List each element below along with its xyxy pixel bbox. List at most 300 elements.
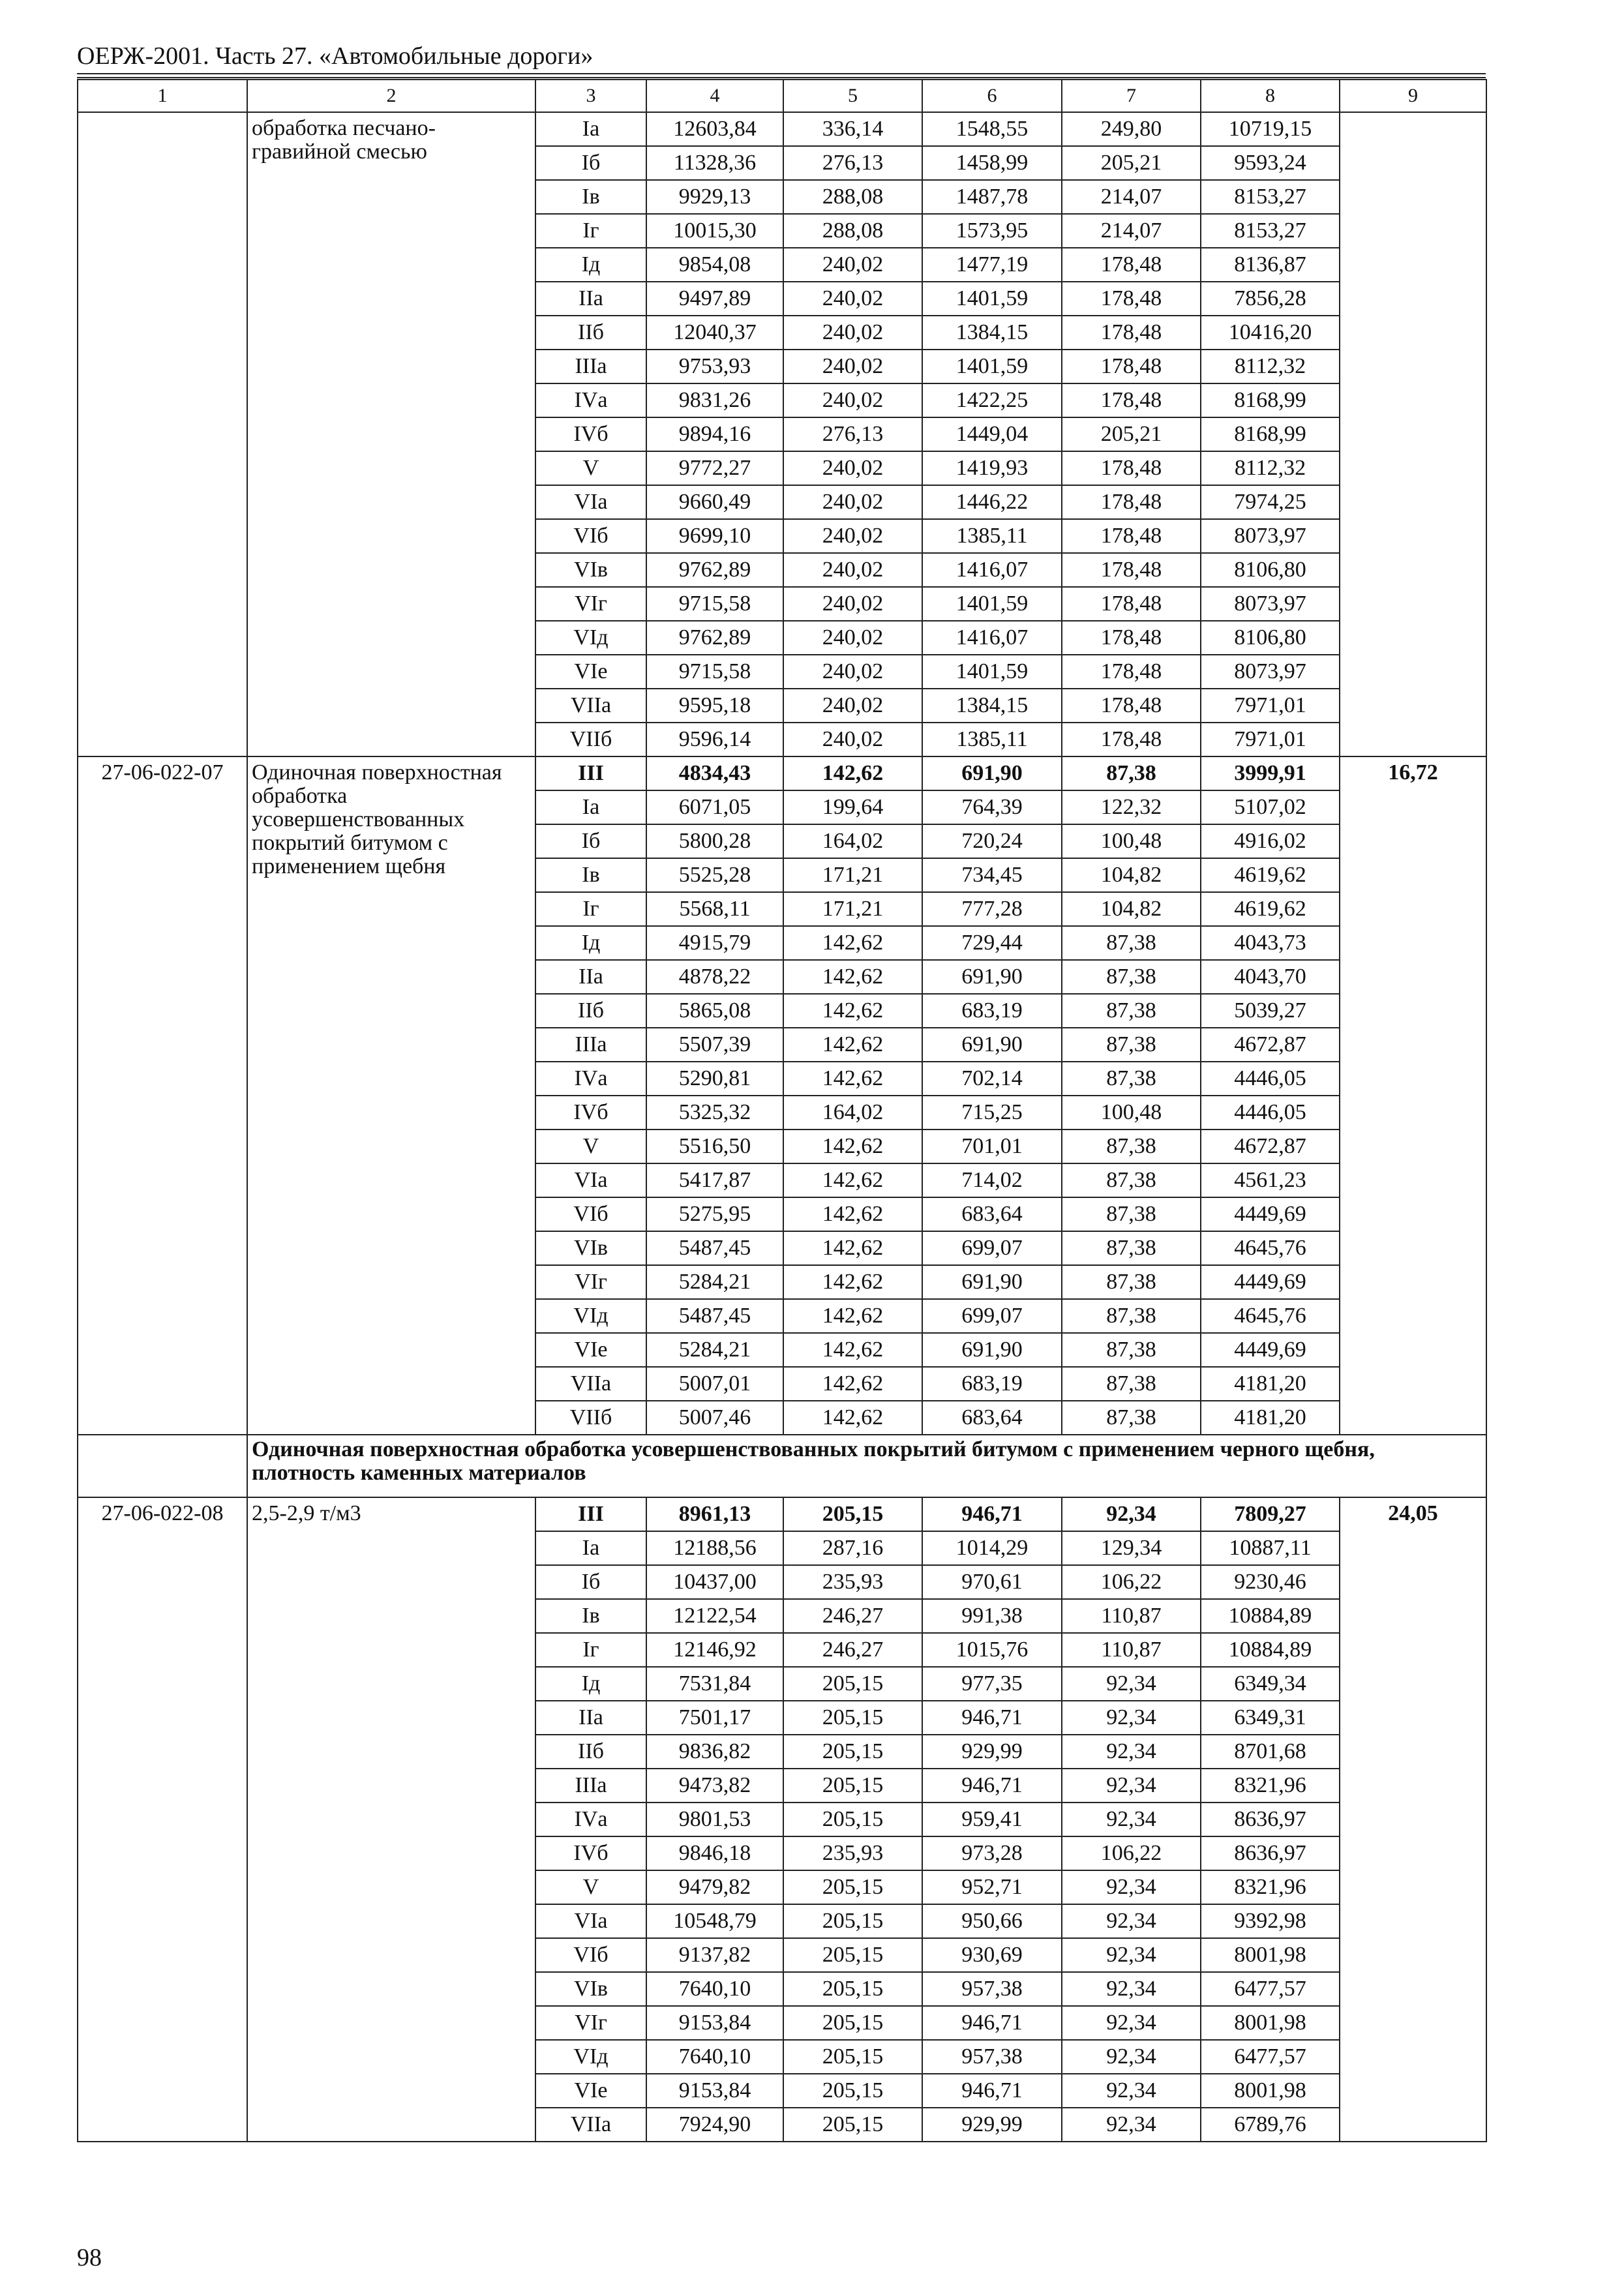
value-cell: 142,62 bbox=[783, 756, 922, 790]
value-cell: 1401,59 bbox=[922, 587, 1062, 621]
rate-code: 27-06-022-08 bbox=[78, 1497, 247, 2142]
zone-cell: Iг bbox=[535, 1633, 646, 1667]
value-cell: 92,34 bbox=[1062, 2040, 1201, 2074]
value-cell: 946,71 bbox=[922, 2074, 1062, 2108]
value-cell: 12040,37 bbox=[646, 316, 783, 350]
value-cell: 720,24 bbox=[922, 824, 1062, 858]
zone-cell: Iв bbox=[535, 858, 646, 892]
value-cell: 9497,89 bbox=[646, 282, 783, 316]
value-cell: 205,15 bbox=[783, 1972, 922, 2006]
value-cell: 729,44 bbox=[922, 926, 1062, 960]
value-cell: 87,38 bbox=[1062, 1130, 1201, 1163]
value-cell: 199,64 bbox=[783, 790, 922, 824]
value-cell: 87,38 bbox=[1062, 1401, 1201, 1435]
value-cell: 929,99 bbox=[922, 2108, 1062, 2142]
value-cell: 4878,22 bbox=[646, 960, 783, 994]
zone-cell: VIа bbox=[535, 485, 646, 519]
value-cell: 1416,07 bbox=[922, 553, 1062, 587]
zone-cell: VIд bbox=[535, 2040, 646, 2074]
value-cell: 87,38 bbox=[1062, 1333, 1201, 1367]
zone-cell: VIе bbox=[535, 1333, 646, 1367]
value-cell: 4645,76 bbox=[1201, 1299, 1340, 1333]
value-cell: 235,93 bbox=[783, 1565, 922, 1599]
rate-code bbox=[78, 112, 247, 756]
value-cell: 205,15 bbox=[783, 1938, 922, 1972]
work-description: обработка песчано-гравийной смесью bbox=[247, 112, 535, 756]
value-cell: 87,38 bbox=[1062, 1367, 1201, 1401]
page-number: 98 bbox=[77, 2244, 102, 2271]
zone-cell: Iг bbox=[535, 214, 646, 248]
value-cell: 178,48 bbox=[1062, 316, 1201, 350]
value-cell: 87,38 bbox=[1062, 1265, 1201, 1299]
value-cell: 240,02 bbox=[783, 282, 922, 316]
value-cell: 92,34 bbox=[1062, 2074, 1201, 2108]
value-cell: 1477,19 bbox=[922, 248, 1062, 282]
zone-cell: V bbox=[535, 1870, 646, 1904]
value-cell: 8168,99 bbox=[1201, 383, 1340, 417]
value-cell: 714,02 bbox=[922, 1163, 1062, 1197]
column-number: 3 bbox=[535, 80, 646, 112]
value-cell: 5487,45 bbox=[646, 1299, 783, 1333]
zone-cell: IVа bbox=[535, 1062, 646, 1096]
zone-cell: IIIа bbox=[535, 350, 646, 383]
value-cell: 205,15 bbox=[783, 1870, 922, 1904]
value-cell: 6477,57 bbox=[1201, 2040, 1340, 2074]
value-cell: 164,02 bbox=[783, 1096, 922, 1130]
zone-cell: VIб bbox=[535, 1197, 646, 1231]
value-cell: 10887,11 bbox=[1201, 1531, 1340, 1565]
value-cell: 9929,13 bbox=[646, 180, 783, 214]
zone-cell: Iд bbox=[535, 1667, 646, 1701]
zone-cell: VIIб bbox=[535, 1401, 646, 1435]
value-cell: 10548,79 bbox=[646, 1904, 783, 1938]
value-cell: 5039,27 bbox=[1201, 994, 1340, 1028]
value-cell: 4446,05 bbox=[1201, 1062, 1340, 1096]
value-cell: 178,48 bbox=[1062, 383, 1201, 417]
value-cell: 104,82 bbox=[1062, 858, 1201, 892]
zone-cell: VIб bbox=[535, 519, 646, 553]
value-cell: 1449,04 bbox=[922, 417, 1062, 451]
value-cell: 214,07 bbox=[1062, 180, 1201, 214]
value-cell: 8168,99 bbox=[1201, 417, 1340, 451]
value-cell: 691,90 bbox=[922, 756, 1062, 790]
value-cell: 9479,82 bbox=[646, 1870, 783, 1904]
value-cell: 1014,29 bbox=[922, 1531, 1062, 1565]
column-number: 6 bbox=[922, 80, 1062, 112]
value-cell: 205,15 bbox=[783, 1735, 922, 1769]
value-cell: 777,28 bbox=[922, 892, 1062, 926]
value-cell: 9473,82 bbox=[646, 1769, 783, 1803]
value-cell: 235,93 bbox=[783, 1836, 922, 1870]
value-cell: 9699,10 bbox=[646, 519, 783, 553]
value-cell: 1384,15 bbox=[922, 689, 1062, 723]
value-cell: 87,38 bbox=[1062, 1163, 1201, 1197]
value-cell: 691,90 bbox=[922, 960, 1062, 994]
value-cell: 702,14 bbox=[922, 1062, 1062, 1096]
value-cell: 9392,98 bbox=[1201, 1904, 1340, 1938]
value-cell: 106,22 bbox=[1062, 1836, 1201, 1870]
value-cell: 10437,00 bbox=[646, 1565, 783, 1599]
value-cell: 7501,17 bbox=[646, 1701, 783, 1735]
value-cell: 1015,76 bbox=[922, 1633, 1062, 1667]
value-cell: 8701,68 bbox=[1201, 1735, 1340, 1769]
value-cell: 205,15 bbox=[783, 1497, 922, 1531]
value-cell: 288,08 bbox=[783, 214, 922, 248]
zone-cell: VIIа bbox=[535, 2108, 646, 2142]
zone-cell: VIд bbox=[535, 621, 646, 655]
section-title: Одиночная поверхностная обработка усовершенствованных покрытий битумом с применением черного щебня, плотность каменных материалов bbox=[247, 1435, 1486, 1497]
value-cell: 205,15 bbox=[783, 1701, 922, 1735]
value-cell: 4449,69 bbox=[1201, 1265, 1340, 1299]
section-code-cell bbox=[78, 1435, 247, 1497]
value-cell: 957,38 bbox=[922, 1972, 1062, 2006]
work-description: 2,5-2,9 т/м3 bbox=[247, 1497, 535, 2142]
zone-cell: Iб bbox=[535, 146, 646, 180]
value-cell: 87,38 bbox=[1062, 1062, 1201, 1096]
value-cell: 1401,59 bbox=[922, 655, 1062, 689]
zone-cell: Iв bbox=[535, 1599, 646, 1633]
value-cell: 4619,62 bbox=[1201, 892, 1340, 926]
value-cell: 4561,23 bbox=[1201, 1163, 1340, 1197]
value-cell: 142,62 bbox=[783, 1062, 922, 1096]
value-cell: 9153,84 bbox=[646, 2006, 783, 2040]
zone-cell: IIIа bbox=[535, 1769, 646, 1803]
value-cell: 276,13 bbox=[783, 417, 922, 451]
value-cell: 8136,87 bbox=[1201, 248, 1340, 282]
value-cell: 10719,15 bbox=[1201, 112, 1340, 146]
value-cell: 4619,62 bbox=[1201, 858, 1340, 892]
value-cell: 8112,32 bbox=[1201, 350, 1340, 383]
value-cell: 691,90 bbox=[922, 1333, 1062, 1367]
value-cell: 106,22 bbox=[1062, 1565, 1201, 1599]
zone-cell: IIа bbox=[535, 282, 646, 316]
value-cell: 9595,18 bbox=[646, 689, 783, 723]
value-cell: 240,02 bbox=[783, 621, 922, 655]
column-number: 1 bbox=[78, 80, 247, 112]
value-cell: 5284,21 bbox=[646, 1265, 783, 1299]
value-cell: 1385,11 bbox=[922, 519, 1062, 553]
zone-cell: VIг bbox=[535, 1265, 646, 1299]
value-cell: 7640,10 bbox=[646, 1972, 783, 2006]
page-header: ОЕРЖ-2001. Часть 27. «Автомобильные дороги» bbox=[77, 42, 594, 70]
table-row bbox=[78, 1497, 1486, 1531]
value-cell: 164,02 bbox=[783, 824, 922, 858]
value-cell: 12122,54 bbox=[646, 1599, 783, 1633]
column-number: 5 bbox=[783, 80, 922, 112]
value-cell: 178,48 bbox=[1062, 485, 1201, 519]
value-cell: 6071,05 bbox=[646, 790, 783, 824]
zone-cell: VIа bbox=[535, 1163, 646, 1197]
column-number: 7 bbox=[1062, 80, 1201, 112]
zone-cell: Iб bbox=[535, 824, 646, 858]
value-cell: 5007,46 bbox=[646, 1401, 783, 1435]
value-cell: 1384,15 bbox=[922, 316, 1062, 350]
value-cell: 178,48 bbox=[1062, 248, 1201, 282]
value-cell: 957,38 bbox=[922, 2040, 1062, 2074]
zone-cell: IIа bbox=[535, 1701, 646, 1735]
value-cell: 240,02 bbox=[783, 689, 922, 723]
value-cell: 142,62 bbox=[783, 1299, 922, 1333]
rate-code: 27-06-022-07 bbox=[78, 756, 247, 1435]
value-cell: 10884,89 bbox=[1201, 1633, 1340, 1667]
value-cell: 92,34 bbox=[1062, 1769, 1201, 1803]
zone-cell: Iа bbox=[535, 790, 646, 824]
work-description: Одиночная поверхностная обработка усовершенствованных покрытий битумом с применением щебня bbox=[247, 756, 535, 1435]
value-cell: 8636,97 bbox=[1201, 1803, 1340, 1836]
value-cell: 6349,34 bbox=[1201, 1667, 1340, 1701]
value-cell: 9801,53 bbox=[646, 1803, 783, 1836]
header-rule bbox=[77, 73, 1486, 74]
value-cell: 946,71 bbox=[922, 2006, 1062, 2040]
value-cell: 92,34 bbox=[1062, 2006, 1201, 2040]
value-cell: 287,16 bbox=[783, 1531, 922, 1565]
value-cell: 946,71 bbox=[922, 1769, 1062, 1803]
value-cell: 240,02 bbox=[783, 519, 922, 553]
value-cell: 10416,20 bbox=[1201, 316, 1340, 350]
column-number: 2 bbox=[247, 80, 535, 112]
value-cell: 205,15 bbox=[783, 2108, 922, 2142]
value-cell: 1401,59 bbox=[922, 282, 1062, 316]
value-cell: 87,38 bbox=[1062, 994, 1201, 1028]
value-cell: 8073,97 bbox=[1201, 655, 1340, 689]
value-cell: 5290,81 bbox=[646, 1062, 783, 1096]
value-cell: 1419,93 bbox=[922, 451, 1062, 485]
value-cell: 12146,92 bbox=[646, 1633, 783, 1667]
zone-cell: IIб bbox=[535, 316, 646, 350]
value-cell: 110,87 bbox=[1062, 1633, 1201, 1667]
value-cell: 9715,58 bbox=[646, 655, 783, 689]
value-cell: 973,28 bbox=[922, 1836, 1062, 1870]
value-cell: 4672,87 bbox=[1201, 1028, 1340, 1062]
value-cell: 1416,07 bbox=[922, 621, 1062, 655]
value-cell: 9593,24 bbox=[1201, 146, 1340, 180]
value-cell: 288,08 bbox=[783, 180, 922, 214]
value-cell: 205,15 bbox=[783, 2006, 922, 2040]
value-cell: 9762,89 bbox=[646, 553, 783, 587]
value-cell: 4446,05 bbox=[1201, 1096, 1340, 1130]
value-cell: 240,02 bbox=[783, 316, 922, 350]
value-cell: 3999,91 bbox=[1201, 756, 1340, 790]
value-cell: 9854,08 bbox=[646, 248, 783, 282]
value-cell: 240,02 bbox=[783, 350, 922, 383]
value-cell: 10015,30 bbox=[646, 214, 783, 248]
value-cell: 4449,69 bbox=[1201, 1197, 1340, 1231]
value-cell: 4043,70 bbox=[1201, 960, 1340, 994]
value-cell: 8073,97 bbox=[1201, 519, 1340, 553]
value-cell: 1422,25 bbox=[922, 383, 1062, 417]
value-cell: 5275,95 bbox=[646, 1197, 783, 1231]
zone-cell: VIе bbox=[535, 655, 646, 689]
value-cell: 205,15 bbox=[783, 1769, 922, 1803]
value-cell: 142,62 bbox=[783, 1028, 922, 1062]
value-cell: 8001,98 bbox=[1201, 2006, 1340, 2040]
zone-cell: IVа bbox=[535, 383, 646, 417]
value-cell: 8001,98 bbox=[1201, 1938, 1340, 1972]
value-cell: 8153,27 bbox=[1201, 180, 1340, 214]
value-cell: 171,21 bbox=[783, 858, 922, 892]
value-cell: 9894,16 bbox=[646, 417, 783, 451]
zone-cell: Iд bbox=[535, 926, 646, 960]
value-cell: 1401,59 bbox=[922, 350, 1062, 383]
value-cell: 5487,45 bbox=[646, 1231, 783, 1265]
value-cell: 92,34 bbox=[1062, 1972, 1201, 2006]
value-cell: 8153,27 bbox=[1201, 214, 1340, 248]
zone-cell: IIа bbox=[535, 960, 646, 994]
value-cell: 142,62 bbox=[783, 994, 922, 1028]
value-cell: 7971,01 bbox=[1201, 689, 1340, 723]
value-cell: 205,21 bbox=[1062, 146, 1201, 180]
value-cell: 240,02 bbox=[783, 451, 922, 485]
zone-cell: IIIа bbox=[535, 1028, 646, 1062]
zone-cell: Iб bbox=[535, 1565, 646, 1599]
value-cell: 4645,76 bbox=[1201, 1231, 1340, 1265]
zone-cell: VIе bbox=[535, 2074, 646, 2108]
zone-cell: IIб bbox=[535, 994, 646, 1028]
value-cell: 701,01 bbox=[922, 1130, 1062, 1163]
value-cell: 1573,95 bbox=[922, 214, 1062, 248]
value-cell: 100,48 bbox=[1062, 1096, 1201, 1130]
value-cell: 87,38 bbox=[1062, 960, 1201, 994]
value-cell: 92,34 bbox=[1062, 1701, 1201, 1735]
value-cell: 246,27 bbox=[783, 1633, 922, 1667]
value-cell: 4672,87 bbox=[1201, 1130, 1340, 1163]
value-cell: 276,13 bbox=[783, 146, 922, 180]
zone-cell: Iд bbox=[535, 248, 646, 282]
value-cell: 5417,87 bbox=[646, 1163, 783, 1197]
value-cell: 142,62 bbox=[783, 1130, 922, 1163]
value-cell: 7856,28 bbox=[1201, 282, 1340, 316]
value-cell: 92,34 bbox=[1062, 1735, 1201, 1769]
value-cell: 178,48 bbox=[1062, 689, 1201, 723]
value-cell: 1458,99 bbox=[922, 146, 1062, 180]
value-cell: 100,48 bbox=[1062, 824, 1201, 858]
value-cell: 240,02 bbox=[783, 587, 922, 621]
value-cell: 7809,27 bbox=[1201, 1497, 1340, 1531]
column-number-row bbox=[78, 80, 1486, 112]
value-cell: 5107,02 bbox=[1201, 790, 1340, 824]
value-cell: 178,48 bbox=[1062, 621, 1201, 655]
value-cell: 8106,80 bbox=[1201, 621, 1340, 655]
value-cell: 991,38 bbox=[922, 1599, 1062, 1633]
value-cell: 9772,27 bbox=[646, 451, 783, 485]
zone-cell: V bbox=[535, 451, 646, 485]
value-cell: 249,80 bbox=[1062, 112, 1201, 146]
value-cell: 1385,11 bbox=[922, 723, 1062, 756]
value-cell: 683,19 bbox=[922, 994, 1062, 1028]
value-cell: 699,07 bbox=[922, 1231, 1062, 1265]
coefficient-cell: 16,72 bbox=[1340, 756, 1486, 1435]
value-cell: 7640,10 bbox=[646, 2040, 783, 2074]
value-cell: 5284,21 bbox=[646, 1333, 783, 1367]
value-cell: 205,21 bbox=[1062, 417, 1201, 451]
value-cell: 5516,50 bbox=[646, 1130, 783, 1163]
value-cell: 240,02 bbox=[783, 553, 922, 587]
value-cell: 87,38 bbox=[1062, 926, 1201, 960]
value-cell: 946,71 bbox=[922, 1497, 1062, 1531]
value-cell: 970,61 bbox=[922, 1565, 1062, 1599]
value-cell: 9137,82 bbox=[646, 1938, 783, 1972]
value-cell: 12188,56 bbox=[646, 1531, 783, 1565]
zone-cell: VIв bbox=[535, 1231, 646, 1265]
value-cell: 6477,57 bbox=[1201, 1972, 1340, 2006]
value-cell: 1487,78 bbox=[922, 180, 1062, 214]
value-cell: 336,14 bbox=[783, 112, 922, 146]
value-cell: 9762,89 bbox=[646, 621, 783, 655]
value-cell: 683,64 bbox=[922, 1401, 1062, 1435]
value-cell: 7924,90 bbox=[646, 2108, 783, 2142]
zone-cell: IVб bbox=[535, 1096, 646, 1130]
value-cell: 142,62 bbox=[783, 1367, 922, 1401]
value-cell: 240,02 bbox=[783, 485, 922, 519]
value-cell: 178,48 bbox=[1062, 350, 1201, 383]
value-cell: 8112,32 bbox=[1201, 451, 1340, 485]
value-cell: 977,35 bbox=[922, 1667, 1062, 1701]
value-cell: 4916,02 bbox=[1201, 824, 1340, 858]
value-cell: 5507,39 bbox=[646, 1028, 783, 1062]
value-cell: 87,38 bbox=[1062, 1197, 1201, 1231]
zone-cell: IIб bbox=[535, 1735, 646, 1769]
zone-cell: VIIа bbox=[535, 1367, 646, 1401]
value-cell: 205,15 bbox=[783, 1904, 922, 1938]
zone-cell: IVб bbox=[535, 417, 646, 451]
value-cell: 142,62 bbox=[783, 1401, 922, 1435]
value-cell: 950,66 bbox=[922, 1904, 1062, 1938]
value-cell: 1548,55 bbox=[922, 112, 1062, 146]
zone-cell: Iа bbox=[535, 112, 646, 146]
value-cell: 178,48 bbox=[1062, 587, 1201, 621]
value-cell: 92,34 bbox=[1062, 1904, 1201, 1938]
value-cell: 9660,49 bbox=[646, 485, 783, 519]
value-cell: 6349,31 bbox=[1201, 1701, 1340, 1735]
value-cell: 959,41 bbox=[922, 1803, 1062, 1836]
value-cell: 10884,89 bbox=[1201, 1599, 1340, 1633]
value-cell: 7971,01 bbox=[1201, 723, 1340, 756]
value-cell: 246,27 bbox=[783, 1599, 922, 1633]
value-cell: 87,38 bbox=[1062, 1231, 1201, 1265]
value-cell: 691,90 bbox=[922, 1265, 1062, 1299]
value-cell: 4915,79 bbox=[646, 926, 783, 960]
value-cell: 5865,08 bbox=[646, 994, 783, 1028]
value-cell: 178,48 bbox=[1062, 553, 1201, 587]
zone-cell: Iв bbox=[535, 180, 646, 214]
value-cell: 178,48 bbox=[1062, 723, 1201, 756]
value-cell: 240,02 bbox=[783, 655, 922, 689]
value-cell: 9831,26 bbox=[646, 383, 783, 417]
coefficient-cell bbox=[1340, 112, 1486, 756]
value-cell: 4449,69 bbox=[1201, 1333, 1340, 1367]
table-row bbox=[78, 756, 1486, 790]
value-cell: 92,34 bbox=[1062, 1870, 1201, 1904]
value-cell: 8321,96 bbox=[1201, 1769, 1340, 1803]
value-cell: 87,38 bbox=[1062, 1028, 1201, 1062]
value-cell: 122,32 bbox=[1062, 790, 1201, 824]
value-cell: 92,34 bbox=[1062, 2108, 1201, 2142]
value-cell: 11328,36 bbox=[646, 146, 783, 180]
column-number: 9 bbox=[1340, 80, 1486, 112]
value-cell: 699,07 bbox=[922, 1299, 1062, 1333]
value-cell: 9846,18 bbox=[646, 1836, 783, 1870]
value-cell: 8636,97 bbox=[1201, 1836, 1340, 1870]
value-cell: 205,15 bbox=[783, 1803, 922, 1836]
zone-cell: IVа bbox=[535, 1803, 646, 1836]
value-cell: 9230,46 bbox=[1201, 1565, 1340, 1599]
value-cell: 9836,82 bbox=[646, 1735, 783, 1769]
value-cell: 691,90 bbox=[922, 1028, 1062, 1062]
zone-cell: VIг bbox=[535, 2006, 646, 2040]
value-cell: 240,02 bbox=[783, 723, 922, 756]
value-cell: 205,15 bbox=[783, 2074, 922, 2108]
section-header-row bbox=[78, 1435, 1486, 1497]
